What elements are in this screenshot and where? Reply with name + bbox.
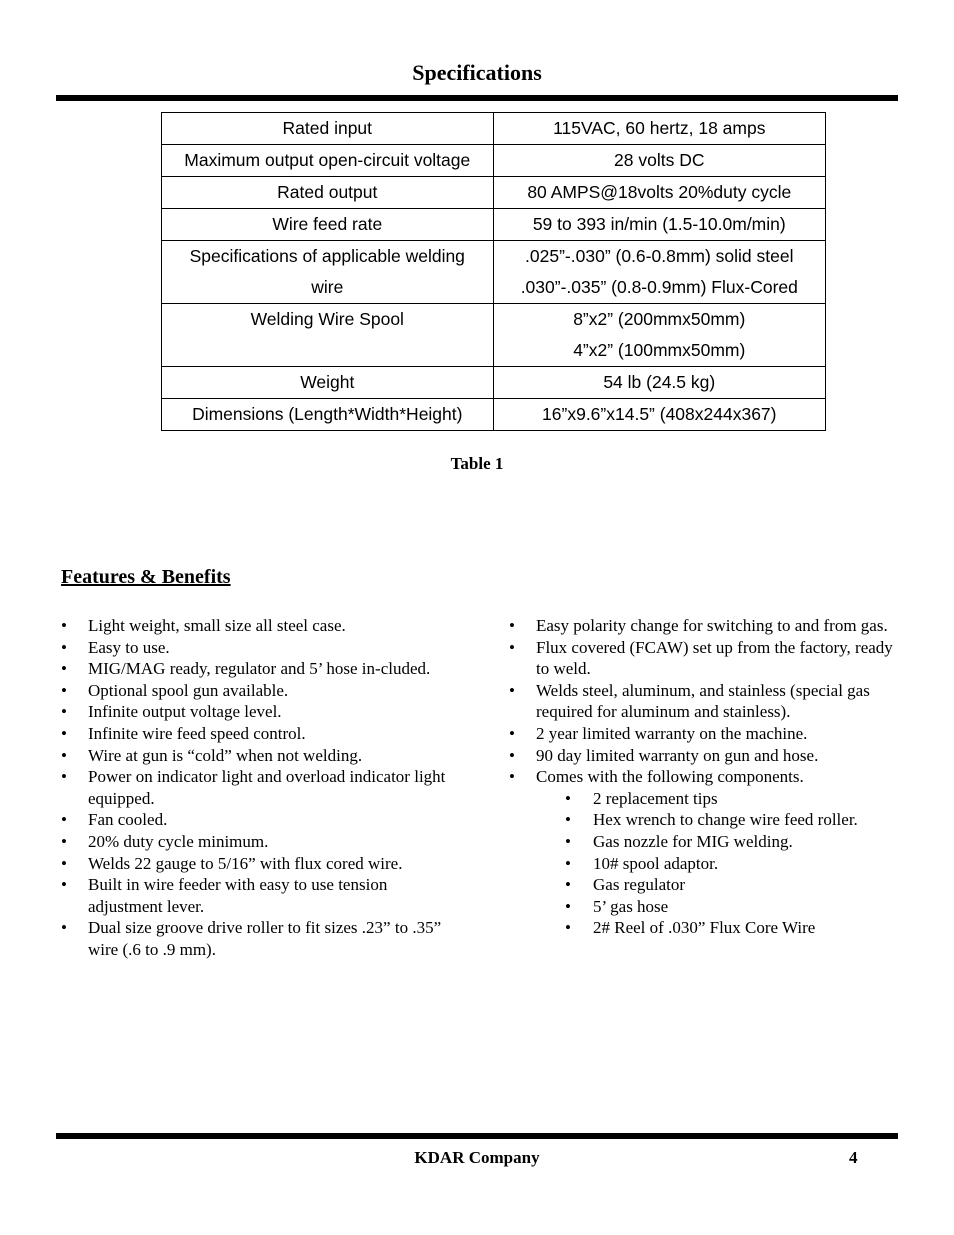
spec-label	[162, 241, 494, 304]
feature-item: • Infinite wire feed speed control.	[60, 723, 455, 745]
feature-item: • Infinite output voltage level.	[60, 701, 455, 723]
spec-value-line: 80 AMPS@18volts 20%duty cycle	[527, 182, 792, 202]
spec-label	[162, 304, 494, 367]
spec-label-line: Maximum output open-circuit voltage	[184, 150, 471, 170]
spec-value-line: 59 to 393 in/min (1.5-10.0m/min)	[532, 214, 786, 234]
features-heading: Features & Benefits	[61, 566, 231, 588]
component-item: • 2# Reel of .030” Flux Core Wire	[508, 917, 903, 939]
spec-value	[493, 367, 825, 399]
spec-value-line: 115VAC, 60 hertz, 18 amps	[553, 118, 766, 138]
spec-value-line: 4”x2” (100mmx50mm)	[573, 340, 746, 360]
spec-value-line: .030”-.035” (0.8-0.9mm) Flux-Cored	[520, 277, 798, 297]
spec-label	[162, 209, 494, 241]
spec-row	[162, 399, 826, 431]
spec-value	[493, 304, 825, 367]
page-number: 4	[849, 1148, 858, 1167]
feature-item: • Light weight, small size all steel case.	[60, 615, 455, 637]
feature-item: • Easy polarity change for switching to and from gas.	[508, 615, 903, 637]
features-list-left	[60, 615, 455, 961]
spec-value	[493, 399, 825, 431]
spec-value-line: 54 lb (24.5 kg)	[603, 372, 716, 392]
spec-label-line: Rated output	[277, 182, 378, 202]
feature-item: • Dual size groove drive roller to fit sizes .23” to .35” wire (.6 to .9 mm).	[60, 917, 455, 960]
feature-item: • Easy to use.	[60, 637, 455, 659]
feature-item: • 90 day limited warranty on gun and hose.	[508, 745, 903, 767]
spec-row	[162, 209, 826, 241]
feature-item: • Power on indicator light and overload indicator light equipped.	[60, 766, 455, 809]
page-title: Specifications	[412, 60, 542, 85]
component-item: • 10# spool adaptor.	[508, 853, 903, 875]
component-item: • Hex wrench to change wire feed roller.	[508, 809, 903, 831]
spec-label-line: Welding Wire Spool	[250, 309, 404, 329]
feature-item: • Built in wire feeder with easy to use tension adjustment lever.	[60, 874, 455, 917]
spec-value-line: .025”-.030” (0.6-0.8mm) solid steel	[525, 246, 794, 266]
spec-value-line: 8”x2” (200mmx50mm)	[573, 309, 746, 329]
feature-item: • 2 year limited warranty on the machine.	[508, 723, 903, 745]
feature-item: • 20% duty cycle minimum.	[60, 831, 455, 853]
feature-item: • Flux covered (FCAW) set up from the factory, ready to weld.	[508, 637, 903, 680]
features-list-right	[508, 615, 903, 939]
spec-label-line: Rated input	[282, 118, 373, 138]
spec-label	[162, 399, 494, 431]
feature-item: • MIG/MAG ready, regulator and 5’ hose in-cluded.	[60, 658, 455, 680]
spec-label	[162, 145, 494, 177]
feature-item: • Comes with the following components.	[508, 766, 903, 788]
spec-value	[493, 113, 825, 145]
component-item: • 2 replacement tips	[508, 788, 903, 810]
specifications-table	[161, 112, 826, 431]
spec-row	[162, 145, 826, 177]
spec-label-line: Dimensions (Length*Width*Height)	[192, 404, 463, 424]
component-item: • 5’ gas hose	[508, 896, 903, 918]
spec-value	[493, 145, 825, 177]
spec-value-line: 16”x9.6”x14.5” (408x244x367)	[542, 404, 777, 424]
spec-row	[162, 177, 826, 209]
footer-company: KDAR Company	[414, 1148, 540, 1167]
spec-value	[493, 177, 825, 209]
feature-item: • Welds 22 gauge to 5/16” with flux cored wire.	[60, 853, 455, 875]
feature-item: • Fan cooled.	[60, 809, 455, 831]
spec-label	[162, 367, 494, 399]
spec-row	[162, 304, 826, 367]
component-item: • Gas nozzle for MIG welding.	[508, 831, 903, 853]
feature-item: • Wire at gun is “cold” when not welding.	[60, 745, 455, 767]
spec-value-line: 28 volts DC	[614, 150, 705, 170]
feature-item: • Welds steel, aluminum, and stainless (special gas required for aluminum and stainless).	[508, 680, 903, 723]
spec-label	[162, 113, 494, 145]
components-list	[508, 788, 903, 939]
spec-label-line: Wire feed rate	[272, 214, 383, 234]
spec-row	[162, 367, 826, 399]
spec-value	[493, 209, 825, 241]
spec-label-line: Weight	[300, 372, 355, 392]
header-rule	[56, 95, 898, 101]
feature-item: • Optional spool gun available.	[60, 680, 455, 702]
spec-row	[162, 241, 826, 304]
spec-label	[162, 177, 494, 209]
component-item: • Gas regulator	[508, 874, 903, 896]
footer-rule	[56, 1133, 898, 1139]
spec-value	[493, 241, 825, 304]
table-caption: Table 1	[450, 454, 504, 473]
spec-label-line: wire	[311, 277, 344, 297]
spec-row	[162, 113, 826, 145]
spec-label-line: Specifications of applicable welding	[189, 246, 465, 266]
